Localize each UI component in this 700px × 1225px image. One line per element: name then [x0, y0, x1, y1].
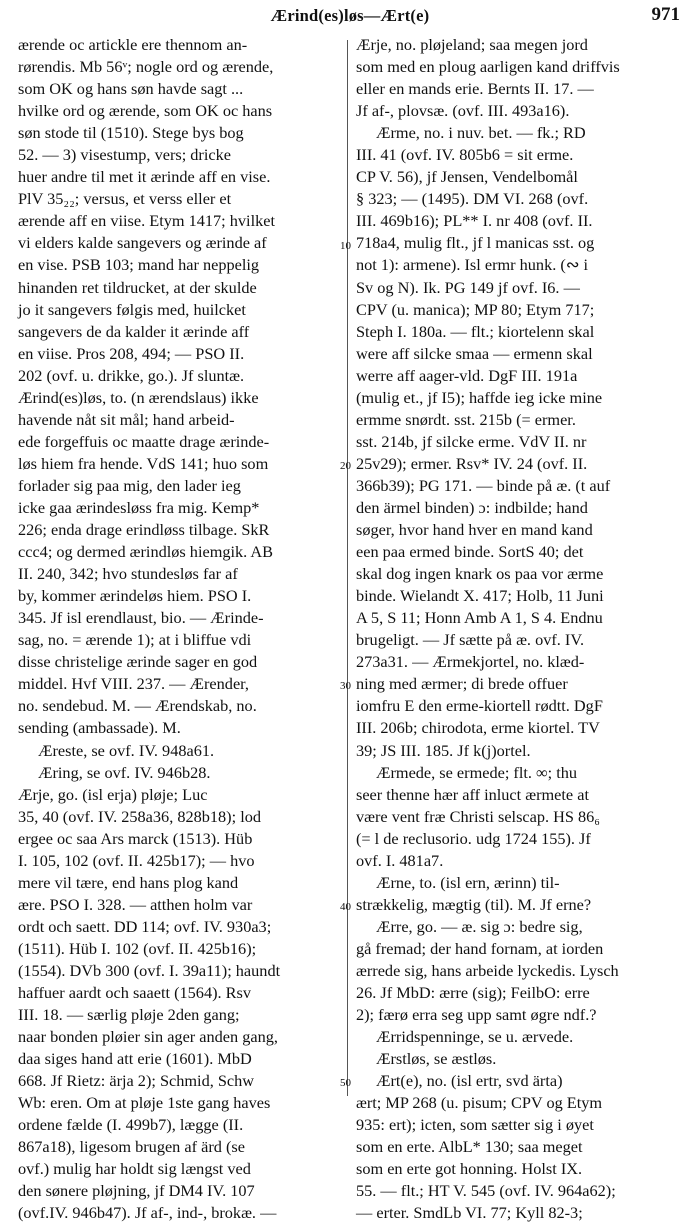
- text-line: 25v29); ermer. Rsv* IV. 24 (ovf. II.: [356, 453, 588, 473]
- text-line: Ærind(es)løs, to. (n ærendslaus) ikke: [18, 387, 259, 407]
- text-line: rørendis. Mb 56ᵛ; nogle ord og ærende,: [18, 57, 274, 77]
- text-line: ære. PSO I. 328. — atthen holm var: [18, 894, 253, 914]
- text-line: Wb: eren. Om at pløje 1ste gang haves: [18, 1093, 271, 1113]
- text-line: III. 18. — særlig pløje 2den gang;: [18, 1005, 240, 1025]
- text-line: mere vil tære, end hans plog kand: [18, 872, 239, 892]
- text-line: PlV 35₂₂; versus, et verss eller et: [18, 189, 232, 209]
- text-line: 52. — 3) visestump, vers; dricke: [18, 145, 231, 165]
- text-line: ært; MP 268 (u. pisum; CPV og Etym: [356, 1093, 603, 1113]
- text-line: som en erte got honning. Holst IX.: [356, 1159, 583, 1179]
- text-line: were aff silcke smaa — ermenn skal: [356, 343, 593, 363]
- text-line: seer thenne hær aff inluct ærmete at: [356, 784, 589, 804]
- margin-line-number: 40: [340, 901, 351, 913]
- text-line: Æreste, se ovf. IV. 948a61.: [38, 740, 215, 760]
- text-line: sending (ambassade). M.: [18, 718, 181, 738]
- text-line: 668. Jf Rietz: ärja 2); Schmid, Schw: [18, 1071, 255, 1091]
- text-line: II. 240, 342; hvo stundesløs far af: [18, 564, 238, 584]
- text-line: ovf.) mulig har holdt sig længst ved: [18, 1159, 251, 1179]
- text-line: sag, no. = ærende 1); at i bliffue vdi: [18, 630, 252, 650]
- text-line: havende nåt sit mål; hand arbeid-: [18, 409, 235, 429]
- text-line: III. 469b16); PL** I. nr 408 (ovf. II.: [356, 211, 593, 231]
- text-line: by, kommer ærindeløs hiem. PSO I.: [18, 586, 252, 606]
- text-line: 26. Jf MbD: ærre (sig); FeilbO: erre: [356, 983, 590, 1003]
- text-line: 345. Jf isl erendlaust, bio. — Ærinde-: [18, 608, 264, 628]
- text-line: som med en ploug aarligen kand driffvis: [356, 57, 620, 77]
- text-line: naar bonden pløier sin ager anden gang,: [18, 1027, 278, 1047]
- text-line: være vent fræ Christi selscap. HS 86₆: [356, 806, 600, 826]
- text-line: § 323; — (1495). DM VI. 268 (ovf.: [356, 189, 589, 209]
- text-line: ermme snørdt. sst. 215b (= ermer.: [356, 409, 576, 429]
- text-line: Ærme, no. i nuv. bet. — fk.; RD: [376, 123, 586, 143]
- text-line: som OK og hans søn havde sagt ...: [18, 79, 244, 99]
- text-line: Ærje, go. (isl erja) pløje; Luc: [18, 784, 208, 804]
- text-line: Ærje, no. pløjeland; saa megen jord: [356, 35, 588, 54]
- text-line: hinanden ret tildrucket, at der skulde: [18, 277, 257, 297]
- text-line: ærrede sig, hans arbeide lyckedis. Lysch: [356, 960, 619, 980]
- text-line: Steph I. 180a. — flt.; kiortelenn skal: [356, 321, 595, 341]
- text-line: Ærre, go. — æ. sig ɔ: bedre sig,: [376, 916, 583, 936]
- text-line: Ærne, to. (isl ern, ærinn) til-: [376, 872, 560, 892]
- text-line: III. 41 (ovf. IV. 805b6 = sit erme.: [356, 145, 574, 165]
- text-line: sangevers de da kalder it ærinde aff: [18, 321, 250, 341]
- text-line: gå fremad; der hand fornam, at iorden: [356, 938, 604, 958]
- text-line: ovf. I. 481a7.: [356, 850, 444, 870]
- page-header: [0, 0, 700, 32]
- text-line: iomfru E den erme-kiortell rødtt. DgF: [356, 696, 603, 716]
- text-line: daa siges hand att erie (1601). MbD: [18, 1049, 252, 1069]
- text-line: Ærridspenninge, se u. ærvede.: [376, 1027, 574, 1047]
- text-line: III. 206b; chirodota, erme kiortel. TV: [356, 718, 600, 738]
- text-line: haffuer aardt och saaett (1564). Rsv: [18, 983, 251, 1003]
- text-line: werre aff aager-vld. DgF III. 191a: [356, 365, 578, 385]
- text-line: (ovf.IV. 946b47). Jf af-, ind-, brokæ. —: [18, 1203, 277, 1223]
- text-line: 55. — flt.; HT V. 545 (ovf. IV. 964a62);: [356, 1181, 616, 1201]
- right-column: [356, 34, 684, 1225]
- text-line: ning med ærmer; di brede offuer: [356, 674, 568, 694]
- text-line: (1554). DVb 300 (ovf. I. 39a11); haundt: [18, 960, 281, 980]
- text-line: ærende oc artickle ere thennom an-: [18, 35, 248, 54]
- text-line: binde. Wielandt X. 417; Holb, 11 Juni: [356, 586, 604, 606]
- text-line: 935: ert); icten, som sætter sig i øyet: [356, 1115, 594, 1135]
- text-line: disse christelige ærinde sager en god: [18, 652, 258, 672]
- text-line: (mulig et., jf I5); haffde ieg icke mine: [356, 387, 603, 407]
- text-line: den ärmel binden) ɔ: indbilde; hand: [356, 497, 588, 517]
- text-line: forlader sig paa mig, den lader ieg: [18, 475, 241, 495]
- text-line: som en erte. AlbL* 130; saa meget: [356, 1137, 583, 1157]
- text-line: (1511). Hüb I. 102 (ovf. II. 425b16);: [18, 938, 257, 958]
- text-line: 202 (ovf. u. drikke, go.). Jf sluntæ.: [18, 365, 245, 385]
- text-line: 2); færø erra seg upp samt øgre ndf.?: [356, 1005, 597, 1025]
- text-line: I. 105, 102 (ovf. II. 425b17); — hvo: [18, 850, 255, 870]
- text-line: Jf af-, plovsæ. (ovf. III. 493a16).: [356, 101, 570, 121]
- text-line: ccc4; og dermed ærindløs hiemgik. AB: [18, 542, 274, 562]
- text-line: brugeligt. — Jf sætte på æ. ovf. IV.: [356, 630, 585, 650]
- column-divider: [347, 40, 348, 1096]
- text-line: 718a4, mulig flt., jf l manicas sst. og: [356, 233, 595, 253]
- margin-line-number: 10: [340, 240, 351, 252]
- text-line: icke gaa ærindesløss fra mig. Kemp*: [18, 497, 260, 517]
- text-line: søger, hvor hand hver en mand kand: [356, 520, 593, 540]
- text-line: løs hiem fra hende. VdS 141; huo som: [18, 453, 269, 473]
- text-line: ede forgeffuis oc maatte drage ærinde-: [18, 431, 270, 451]
- text-line: ærende aff en viise. Etym 1417; hvilket: [18, 211, 275, 231]
- text-line: CP V. 56), jf Jensen, Vendelbomål: [356, 167, 578, 187]
- text-line: 39; JS III. 185. Jf k(j)ortel.: [356, 740, 531, 760]
- text-line: den sønere pløjning, jf DM4 IV. 107: [18, 1181, 255, 1201]
- text-line: een paa ermed binde. SortS 40; det: [356, 542, 584, 562]
- text-line: Ærmede, se ermede; flt. ∞; thu: [376, 762, 578, 782]
- text-line: middel. Hvf VIII. 237. — Ærender,: [18, 674, 250, 694]
- text-line: Æring, se ovf. IV. 946b28.: [38, 762, 211, 782]
- margin-line-number: 20: [340, 460, 351, 472]
- running-head: Ærind(es)løs—Ært(e): [270, 6, 430, 25]
- text-line: (= l de reclusorio. udg 1724 155). Jf: [356, 828, 591, 848]
- text-line: 273a31. — Ærmekjortel, no. klæd-: [356, 652, 585, 672]
- text-line: not 1): armene). Isl ermr hunk. (∾ i: [356, 255, 589, 275]
- text-line: 35, 40 (ovf. IV. 258a36, 828b18); lod: [18, 806, 261, 826]
- text-line: strækkelig, mægtig (til). M. Jf erne?: [356, 894, 592, 914]
- text-line: ordene fælde (I. 499b7), lægge (II.: [18, 1115, 244, 1135]
- text-line: sst. 214b, jf silcke erme. VdV II. nr: [356, 431, 587, 451]
- text-line: Sv og N). Ik. PG 149 jf ovf. I6. —: [356, 277, 580, 297]
- text-line: 366b39); PG 171. — binde på æ. (t auf: [356, 475, 611, 495]
- margin-line-number: 50: [340, 1077, 351, 1089]
- text-line: skal dog ingen knark os paa vor ærme: [356, 564, 604, 584]
- text-line: — erter. SmdLb VI. 77; Kyll 82-3;: [356, 1203, 583, 1223]
- text-line: en viise. Pros 208, 494; — PSO II.: [18, 343, 245, 363]
- text-line: vi elders kalde sangevers og ærinde af: [18, 233, 267, 253]
- text-line: 226; enda drage erindløss tilbage. SkR: [18, 520, 270, 540]
- text-line: eller en mands erie. Bernts II. 17. —: [356, 79, 594, 99]
- text-line: A 5, S 11; Honn Amb A 1, S 4. Endnu: [356, 608, 603, 628]
- text-line: hvilke ord og ærende, som OK oc hans: [18, 101, 273, 121]
- text-line: en vise. PSB 103; mand har neppelig: [18, 255, 260, 275]
- text-line: 867a18), ligesom brugen af ärd (se: [18, 1137, 245, 1157]
- text-line: no. sendebud. M. — Ærendskab, no.: [18, 696, 257, 716]
- text-line: huer andre til met it ærinde aff en vise.: [18, 167, 271, 187]
- text-line: søn stode til (1510). Stege bys bog: [18, 123, 244, 143]
- page-number: 971: [651, 4, 680, 25]
- text-line: Ært(e), no. (isl ertr, svd ärta): [376, 1071, 563, 1091]
- text-line: ergee oc saa Ars marck (1513). Hüb: [18, 828, 253, 848]
- text-line: jo it sangevers følgis med, huilcket: [18, 299, 246, 319]
- left-column: [18, 34, 336, 1225]
- text-line: Ærstløs, se æstløs.: [376, 1049, 497, 1069]
- margin-line-number: 30: [340, 680, 351, 692]
- text-line: CPV (u. manica); MP 80; Etym 717;: [356, 299, 595, 319]
- text-line: ordt och saett. DD 114; ovf. IV. 930a3;: [18, 916, 272, 936]
